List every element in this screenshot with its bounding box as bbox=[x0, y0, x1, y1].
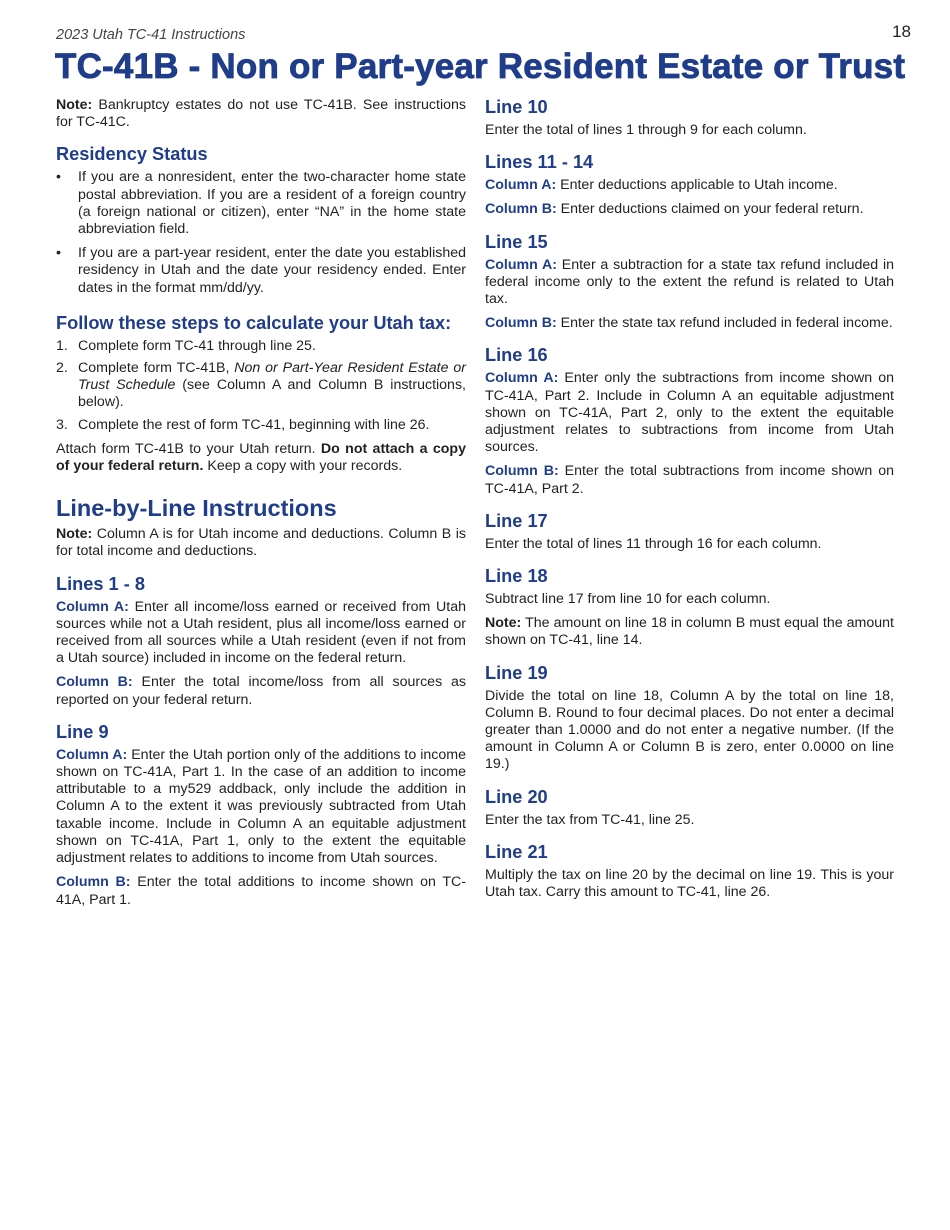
schedule-title: Non or Part-Year Resident Estate or Trust Schedule bbox=[78, 360, 466, 394]
attach-text: Attach form TC-41B to your Utah return. bbox=[56, 440, 321, 457]
column-a-label: Column A: bbox=[56, 598, 129, 615]
column-b-label: Column B: bbox=[56, 674, 133, 691]
line-21-heading: Line 21 bbox=[485, 841, 548, 862]
steps-heading: Follow these steps to calculate your Utah tax: bbox=[56, 312, 452, 333]
lines-1-8-column-a bbox=[56, 599, 466, 668]
step-number: 1. bbox=[56, 337, 68, 354]
column-a-text: Enter deductions applicable to Utah income. bbox=[560, 177, 838, 194]
column-a-text: Enter only the subtractions from income shown on TC-41A, Part 2. Include in Column A an equitable adjustment shown on TC-41A, Part 2, only to the extent the equitable adjustment relates to subtractions from income from Utah sources. bbox=[485, 370, 894, 456]
line-by-line-note bbox=[56, 526, 466, 560]
list-item bbox=[56, 169, 466, 238]
lines-11-14-heading: Lines 11 - 14 bbox=[485, 152, 594, 173]
column-a-text: Enter all income/loss earned or received from Utah sources while not a Utah resident, plus all income/loss earned or received from all sources while a Utah resident (even if not from a Utah source) included in income on the federal return. bbox=[56, 598, 467, 667]
column-b-label: Column B: bbox=[485, 201, 557, 218]
lines-11-14-column-a bbox=[485, 177, 894, 194]
column-b-text: Enter the state tax refund included in federal income. bbox=[560, 315, 893, 332]
column-b-text: Enter the total additions to income shown on TC-41A, Part 1. bbox=[56, 874, 466, 908]
lines-11-14-column-b bbox=[485, 201, 894, 218]
note-label: Note: bbox=[485, 615, 522, 632]
running-header: 2023 Utah TC-41 Instructions bbox=[56, 27, 246, 43]
note-text: The amount on line 18 in column B must equal the amount shown on TC-41, line 14. bbox=[485, 615, 894, 649]
step-text-post: (see Column A and Column B instructions, below). bbox=[78, 377, 466, 411]
line-21-text: Multiply the tax on line 20 by the decimal on line 19. This is your Utah tax. Carry this amount to TC-41, line 26. bbox=[485, 866, 894, 901]
line-19-heading: Line 19 bbox=[485, 662, 548, 683]
line-18-text: Subtract line 17 from line 10 for each column. bbox=[485, 591, 771, 608]
bankruptcy-note bbox=[56, 97, 466, 131]
steps-list bbox=[56, 338, 466, 434]
step-text-pre: Complete form TC-41B, bbox=[78, 360, 235, 377]
column-b-label: Column B: bbox=[485, 315, 557, 332]
page-title: TC-41B - Non or Part-year Resident Estate or Trust bbox=[55, 47, 906, 86]
line-15-column-b bbox=[485, 315, 894, 332]
column-a-label: Column A: bbox=[485, 256, 557, 273]
list-item-text: If you are a nonresident, enter the two-character home state postal abbreviation. If you are a resident of a foreign country (a foreign national or citizen), enter “NA” in the home state abbreviation field. bbox=[78, 169, 466, 238]
line-15-column-a bbox=[485, 257, 894, 309]
line-15-heading: Line 15 bbox=[485, 231, 548, 252]
line-by-line-heading: Line-by-Line Instructions bbox=[56, 495, 337, 522]
line-17-text: Enter the total of lines 11 through 16 for each column. bbox=[485, 535, 822, 552]
column-b-text: Enter the total subtractions from income shown on TC-41A, Part 2. bbox=[485, 463, 894, 497]
lines-1-8-column-b bbox=[56, 674, 466, 708]
line-16-heading: Line 16 bbox=[485, 345, 548, 366]
line-16-column-a bbox=[485, 370, 894, 456]
list-item bbox=[56, 360, 466, 412]
attach-warning: Do not attach a copy of your federal return. bbox=[56, 440, 466, 475]
note-text: Column A is for Utah income and deductions. Column B is for total income and deductions. bbox=[56, 526, 466, 560]
column-a-text: Enter the Utah portion only of the additions to income shown on TC-41A, Part 1. In the case of an addition to income attributable to a my529 addback, only include the addition in Column A to the extent it was previously subtracted from Utah taxable income. Include in Column A an equitable adjustment shown on TC-41A, Part 1, only to the extent the equitable adjustment relates to additions to income from Utah sources. bbox=[56, 746, 466, 867]
left-column bbox=[56, 97, 466, 916]
line-9-column-a bbox=[56, 747, 466, 867]
bullet-glyph: • bbox=[56, 169, 61, 186]
line-19-text: Divide the total on line 18, Column A by the total on line 18, Column B. Round to four decimal places. Do not enter a decimal greater than 1.0000 and do not enter a negative number. (If the amount in Column A or Column B is zero, enter 0.0000 on line 19.) bbox=[485, 687, 894, 773]
bullet-glyph: • bbox=[56, 245, 61, 262]
line-10-text: Enter the total of lines 1 through 9 for each column. bbox=[485, 122, 807, 138]
list-item bbox=[56, 338, 466, 355]
right-column bbox=[485, 97, 894, 908]
column-a-label: Column A: bbox=[485, 177, 557, 194]
line-18-heading: Line 18 bbox=[485, 566, 548, 587]
list-item bbox=[56, 417, 466, 434]
note-label: Note: bbox=[56, 526, 93, 543]
line-18-note bbox=[485, 615, 894, 649]
step-number: 3. bbox=[56, 416, 68, 433]
line-9-heading: Line 9 bbox=[56, 721, 109, 742]
column-a-label: Column A: bbox=[56, 746, 128, 763]
line-16-column-b bbox=[485, 463, 894, 497]
residency-list bbox=[56, 169, 466, 296]
column-b-text: Enter deductions claimed on your federal return. bbox=[560, 201, 864, 218]
step-text: Complete form TC-41 through line 25. bbox=[78, 337, 316, 354]
attach-instruction bbox=[56, 441, 466, 475]
page-number: 18 bbox=[892, 22, 911, 41]
line-9-column-b bbox=[56, 874, 466, 908]
step-number: 2. bbox=[56, 360, 68, 377]
line-20-heading: Line 20 bbox=[485, 786, 548, 807]
column-a-text: Enter a subtraction for a state tax refund included in federal income only to the extent the refund is related to Utah tax. bbox=[485, 256, 894, 308]
column-a-label: Column A: bbox=[485, 370, 559, 387]
line-10-heading: Line 10 bbox=[485, 97, 548, 117]
lines-1-8-heading: Lines 1 - 8 bbox=[56, 573, 145, 594]
step-text: Complete the rest of form TC-41, beginning with line 26. bbox=[78, 416, 430, 433]
column-b-label: Column B: bbox=[485, 463, 559, 480]
list-item-text: If you are a part-year resident, enter the date you established residency in Utah and the date your residency ended. Enter dates in the format mm/dd/yy. bbox=[78, 245, 466, 296]
note-text: Bankruptcy estates do not use TC-41B. See instructions for TC-41C. bbox=[56, 97, 466, 131]
column-b-label: Column B: bbox=[56, 874, 131, 891]
line-17-heading: Line 17 bbox=[485, 510, 548, 531]
column-b-text: Enter the total income/loss from all sources as reported on your federal return. bbox=[56, 674, 466, 708]
note-label: Note: bbox=[56, 97, 93, 113]
residency-heading: Residency Status bbox=[56, 144, 208, 165]
list-item bbox=[56, 245, 466, 297]
attach-text-end: Keep a copy with your records. bbox=[203, 458, 403, 475]
line-20-text: Enter the tax from TC-41, line 25. bbox=[485, 811, 695, 828]
